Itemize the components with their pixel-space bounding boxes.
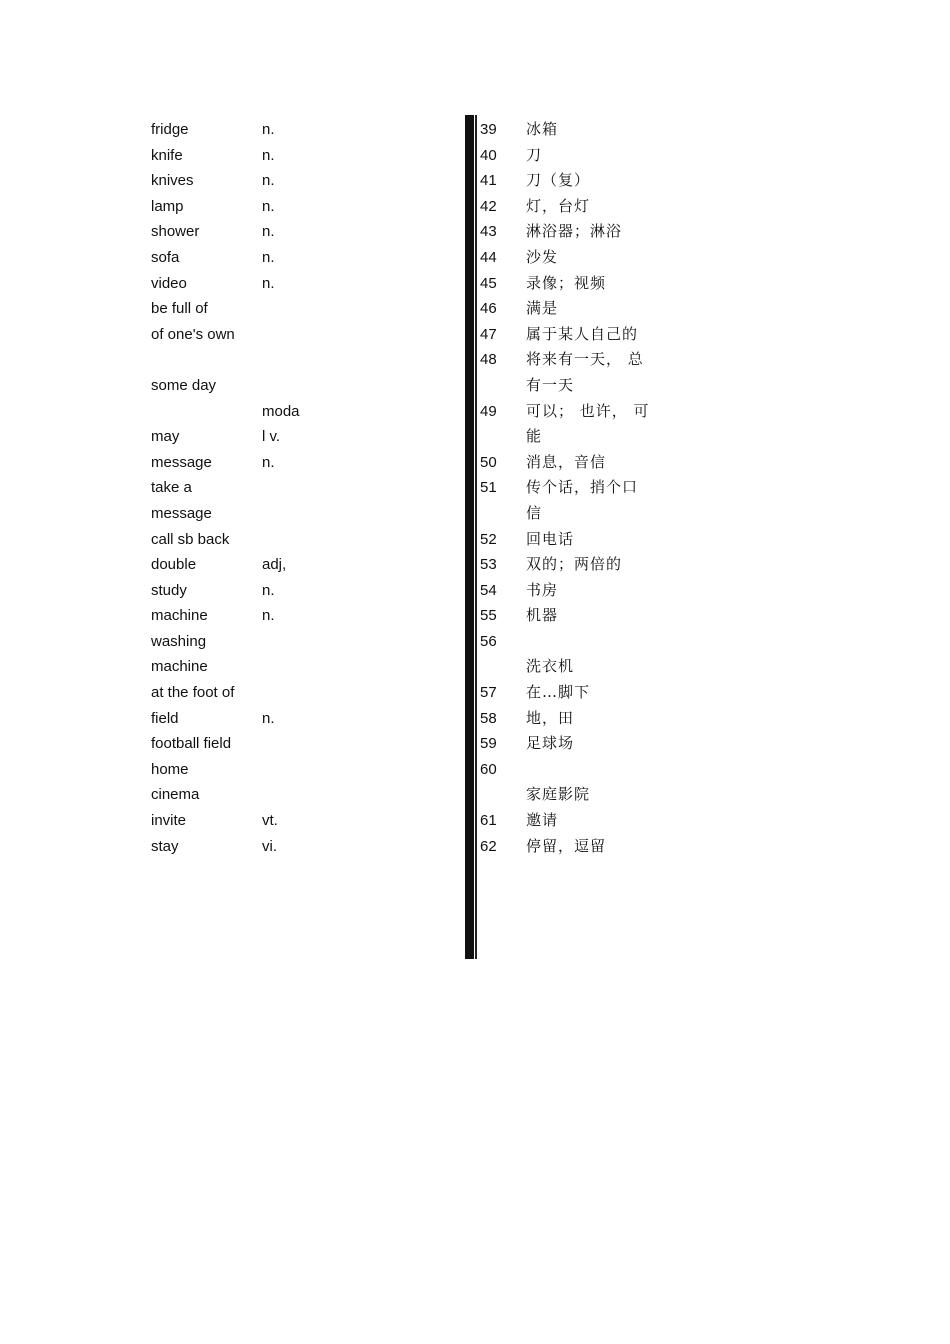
word-row: [151, 527, 451, 553]
word-row: [151, 629, 451, 680]
part-of-speech: [262, 629, 312, 680]
entry-number: [480, 296, 510, 322]
english-word-line: knife: [151, 146, 183, 164]
english-word: [151, 706, 251, 732]
part-of-speech-line: [262, 782, 312, 808]
chinese-meaning-line: [526, 757, 650, 783]
meaning-row: [480, 168, 680, 194]
chinese-meaning: [526, 578, 650, 604]
english-word: [151, 808, 251, 834]
entry-number: [480, 194, 510, 220]
divider-thick-bar: [465, 115, 474, 959]
english-word: [151, 731, 251, 757]
chinese-meaning-line: 冰箱: [526, 120, 559, 138]
chinese-meaning-line: 刀（复）: [526, 171, 591, 190]
chinese-meaning: [526, 552, 650, 578]
english-word: [151, 194, 251, 220]
english-word-line: machine: [151, 607, 208, 625]
chinese-meaning: [526, 271, 650, 297]
english-word-line: call sb back: [151, 530, 230, 548]
entry-number: [480, 117, 510, 143]
entry-number-text: 41: [480, 172, 497, 190]
word-row: [151, 194, 451, 220]
entry-number-text: 61: [480, 812, 497, 830]
word-row: [151, 219, 451, 245]
english-word: [151, 475, 251, 526]
word-row: [151, 322, 451, 348]
part-of-speech-line: vt.: [262, 812, 278, 830]
chinese-meaning-line: 消息，音信: [526, 452, 607, 471]
chinese-meaning-line: 在…脚下: [526, 683, 591, 702]
part-of-speech-line: [262, 347, 312, 373]
english-word-line: shower: [151, 223, 200, 241]
word-row: [151, 399, 451, 450]
part-of-speech-line: n.: [262, 197, 275, 215]
meaning-row: [480, 245, 680, 271]
word-row: [151, 245, 451, 271]
english-word-line: washing: [151, 632, 207, 650]
chinese-meaning-line: 能: [526, 427, 543, 446]
word-row: [151, 757, 451, 808]
entry-number-text: 51: [480, 479, 497, 497]
meaning-row: [480, 399, 680, 450]
english-word-line: [151, 399, 251, 425]
part-of-speech-line: [262, 501, 312, 527]
english-word-line: be full of: [151, 300, 208, 318]
meaning-row: [480, 629, 680, 680]
entry-number: [480, 271, 510, 297]
chinese-meaning-line: 停留，逗留: [526, 836, 607, 855]
meaning-row: [480, 552, 680, 578]
word-row: [151, 117, 451, 143]
chinese-meaning-line: 回电话: [526, 529, 575, 548]
chinese-meaning-line: 将来有一天， 总: [526, 350, 644, 369]
entry-number-text: 44: [480, 248, 497, 266]
entry-number: [480, 629, 510, 655]
meaning-row: [480, 603, 680, 629]
entry-number: [480, 143, 510, 169]
english-word: [151, 629, 251, 680]
meaning-row: [480, 475, 680, 526]
english-word-line: double: [151, 556, 197, 574]
part-of-speech: [262, 475, 312, 526]
part-of-speech-line: n.: [262, 607, 275, 625]
english-word-line: knives: [151, 172, 194, 190]
meaning-row: [480, 296, 680, 322]
part-of-speech: [262, 578, 312, 604]
english-word: [151, 347, 251, 398]
entry-number-text: 59: [480, 735, 497, 753]
english-word-line: cinema: [151, 786, 200, 804]
english-word-line: take a: [151, 479, 192, 497]
chinese-meaning: [526, 117, 650, 143]
part-of-speech-line: [262, 475, 312, 501]
entry-number: [480, 475, 510, 501]
part-of-speech: [262, 834, 312, 860]
chinese-meaning-line: 机器: [526, 606, 559, 625]
chinese-meaning-line: 地，田: [526, 708, 575, 727]
meaning-row: [480, 757, 680, 808]
english-word: [151, 834, 251, 860]
english-word: [151, 296, 251, 322]
english-word-line: sofa: [151, 248, 180, 266]
english-word: [151, 578, 251, 604]
entry-number-text: 48: [480, 351, 497, 369]
entry-number-text: 47: [480, 325, 497, 343]
part-of-speech: [262, 143, 312, 169]
chinese-meaning: [526, 834, 650, 860]
part-of-speech: [262, 706, 312, 732]
english-word: [151, 757, 251, 808]
part-of-speech: [262, 271, 312, 297]
part-of-speech-line: [262, 654, 312, 680]
english-word-line: of one's own: [151, 325, 235, 343]
entry-number: [480, 731, 510, 757]
english-word-line: video: [151, 274, 187, 292]
english-word-line: some day: [151, 376, 217, 394]
part-of-speech: [262, 603, 312, 629]
english-word-line: fridge: [151, 121, 189, 138]
english-word-line: invite: [151, 812, 187, 830]
english-word-line: lamp: [151, 197, 184, 215]
part-of-speech-line: n.: [262, 453, 275, 471]
english-word: [151, 271, 251, 297]
word-row: [151, 706, 451, 732]
chinese-meaning: [526, 475, 650, 526]
entry-number-text: 46: [480, 300, 497, 318]
chinese-meaning: [526, 731, 650, 757]
chinese-meaning-line: 淋浴器；淋浴: [526, 222, 623, 241]
word-row: [151, 296, 451, 322]
entry-number: [480, 322, 510, 348]
part-of-speech-line: [262, 527, 312, 553]
part-of-speech: [262, 527, 312, 553]
meaning-row: [480, 834, 680, 860]
english-word: [151, 219, 251, 245]
part-of-speech-line: n.: [262, 121, 275, 138]
chinese-meaning: [526, 219, 650, 245]
english-word-line: stay: [151, 837, 179, 855]
english-word: [151, 322, 251, 348]
chinese-meaning: [526, 296, 650, 322]
part-of-speech: [262, 347, 312, 398]
part-of-speech: [262, 117, 312, 143]
part-of-speech-line: [262, 731, 312, 757]
part-of-speech-line: [262, 680, 312, 706]
entry-number-text: 42: [480, 197, 497, 215]
part-of-speech: [262, 552, 312, 578]
part-of-speech-line: [262, 373, 312, 399]
part-of-speech-line: n.: [262, 274, 275, 292]
meaning-row: [480, 680, 680, 706]
meaning-row: [480, 143, 680, 169]
meaning-row: [480, 450, 680, 476]
word-row: [151, 834, 451, 860]
meaning-row: [480, 322, 680, 348]
entry-number-text: 49: [480, 402, 497, 420]
english-word-line: football field: [151, 735, 232, 753]
chinese-meaning: [526, 757, 650, 808]
entry-number: [480, 552, 510, 578]
part-of-speech: [262, 808, 312, 834]
part-of-speech-line: [262, 629, 312, 655]
meaning-row: [480, 347, 680, 398]
part-of-speech-line: adj,: [262, 556, 287, 574]
part-of-speech: [262, 399, 312, 450]
entry-number: [480, 757, 510, 783]
part-of-speech: [262, 296, 312, 322]
entry-number-text: 62: [480, 837, 497, 855]
part-of-speech-line: [262, 322, 312, 348]
english-word-line: home: [151, 760, 189, 778]
english-word-line: message: [151, 504, 212, 522]
part-of-speech-line: n.: [262, 248, 275, 266]
word-row: [151, 271, 451, 297]
entry-number-text: 45: [480, 274, 497, 292]
chinese-meaning-line: 录像；视频: [526, 273, 607, 292]
part-of-speech-line: n.: [262, 172, 275, 190]
word-row: [151, 347, 451, 398]
part-of-speech: [262, 168, 312, 194]
chinese-meaning: [526, 808, 650, 834]
part-of-speech: [262, 245, 312, 271]
chinese-meaning-line: 足球场: [526, 734, 575, 753]
part-of-speech-line: l v.: [262, 428, 281, 446]
english-word-line: machine: [151, 658, 208, 676]
chinese-meaning: [526, 603, 650, 629]
entry-number-text: 53: [480, 556, 497, 574]
chinese-meaning-line: 属于某人自己的: [526, 324, 639, 343]
chinese-meaning: [526, 629, 650, 680]
chinese-meaning-line: 满是: [526, 299, 559, 318]
english-word: [151, 552, 251, 578]
entry-number: [480, 808, 510, 834]
part-of-speech-line: [262, 757, 312, 783]
chinese-meaning-line: 双的；两倍的: [526, 555, 623, 574]
english-word-line: message: [151, 453, 212, 471]
chinese-meaning-line: 沙发: [526, 247, 559, 266]
chinese-meaning-line: 信: [526, 503, 543, 522]
english-word: [151, 603, 251, 629]
english-word: [151, 117, 251, 143]
divider-thin-line: [475, 115, 477, 959]
chinese-meaning: [526, 527, 650, 553]
entry-number-text: 58: [480, 709, 497, 727]
chinese-meaning: [526, 194, 650, 220]
part-of-speech: [262, 757, 312, 808]
meaning-row: [480, 808, 680, 834]
chinese-meaning-line: 有一天: [526, 375, 575, 394]
part-of-speech-line: n.: [262, 146, 275, 164]
word-row: [151, 552, 451, 578]
english-word: [151, 399, 251, 450]
chinese-meaning-line: 洗衣机: [526, 657, 575, 676]
english-word-line: at the foot of: [151, 684, 235, 702]
word-row: [151, 731, 451, 757]
entry-number: [480, 245, 510, 271]
english-word: [151, 245, 251, 271]
entry-number: [480, 578, 510, 604]
entry-number-text: 52: [480, 530, 497, 548]
meaning-row: [480, 194, 680, 220]
entry-number: [480, 706, 510, 732]
word-row: [151, 578, 451, 604]
meaning-row: [480, 117, 680, 143]
word-row: [151, 168, 451, 194]
part-of-speech-line: n.: [262, 709, 275, 727]
part-of-speech: [262, 322, 312, 348]
part-of-speech: [262, 194, 312, 220]
entry-number-text: 50: [480, 453, 497, 471]
chinese-meaning-line: 传个话，捎个口: [526, 478, 639, 497]
chinese-meaning-line: 家庭影院: [526, 785, 591, 804]
word-row: [151, 808, 451, 834]
english-word: [151, 143, 251, 169]
english-word: [151, 527, 251, 553]
entry-number-text: 57: [480, 684, 497, 702]
meaning-row: [480, 731, 680, 757]
part-of-speech: [262, 731, 312, 757]
entry-number-text: 55: [480, 607, 497, 625]
meaning-row: [480, 271, 680, 297]
english-word-line: may: [151, 428, 180, 446]
entry-number: [480, 527, 510, 553]
chinese-meaning-line: 书房: [526, 580, 559, 599]
entry-number: [480, 399, 510, 425]
chinese-meaning: [526, 143, 650, 169]
entry-number-text: 43: [480, 223, 497, 241]
meaning-row: [480, 527, 680, 553]
part-of-speech-line: n.: [262, 581, 275, 599]
part-of-speech-line: [262, 296, 312, 322]
chinese-meaning-line: 灯，台灯: [526, 196, 591, 215]
chinese-meaning-line: 刀: [526, 145, 543, 164]
part-of-speech-line: moda: [262, 402, 300, 420]
word-row: [151, 475, 451, 526]
entry-number: [480, 834, 510, 860]
chinese-meaning: [526, 347, 650, 398]
entry-number-text: 39: [480, 121, 497, 138]
meaning-row: [480, 219, 680, 245]
word-row: [151, 143, 451, 169]
chinese-meaning-line: 邀请: [526, 811, 559, 830]
word-row: [151, 603, 451, 629]
chinese-meaning-line: [526, 629, 650, 655]
english-word: [151, 168, 251, 194]
word-row: [151, 450, 451, 476]
chinese-meaning: [526, 706, 650, 732]
english-word: [151, 680, 251, 706]
english-word: [151, 450, 251, 476]
meaning-row: [480, 578, 680, 604]
part-of-speech-line: n.: [262, 223, 275, 241]
english-word-column: [151, 117, 451, 859]
chinese-meaning: [526, 680, 650, 706]
chinese-meaning: [526, 322, 650, 348]
chinese-meaning: [526, 399, 650, 450]
meaning-row: [480, 706, 680, 732]
entry-number-text: 56: [480, 632, 497, 650]
english-word-line: study: [151, 581, 187, 599]
entry-number: [480, 680, 510, 706]
english-word-line: [151, 347, 251, 373]
entry-number: [480, 347, 510, 373]
entry-number: [480, 168, 510, 194]
english-word-line: field: [151, 709, 179, 727]
chinese-meaning: [526, 450, 650, 476]
part-of-speech: [262, 450, 312, 476]
entry-number: [480, 219, 510, 245]
entry-number: [480, 450, 510, 476]
chinese-meaning: [526, 168, 650, 194]
part-of-speech: [262, 219, 312, 245]
entry-number-text: 60: [480, 760, 497, 778]
chinese-meaning-column: [480, 117, 680, 859]
entry-number-text: 40: [480, 146, 497, 164]
part-of-speech: [262, 680, 312, 706]
chinese-meaning: [526, 245, 650, 271]
part-of-speech-line: vi.: [262, 837, 277, 855]
column-divider: [465, 115, 477, 959]
chinese-meaning-line: 可以； 也许， 可: [526, 401, 650, 420]
word-row: [151, 680, 451, 706]
entry-number-text: 54: [480, 581, 497, 599]
entry-number: [480, 603, 510, 629]
